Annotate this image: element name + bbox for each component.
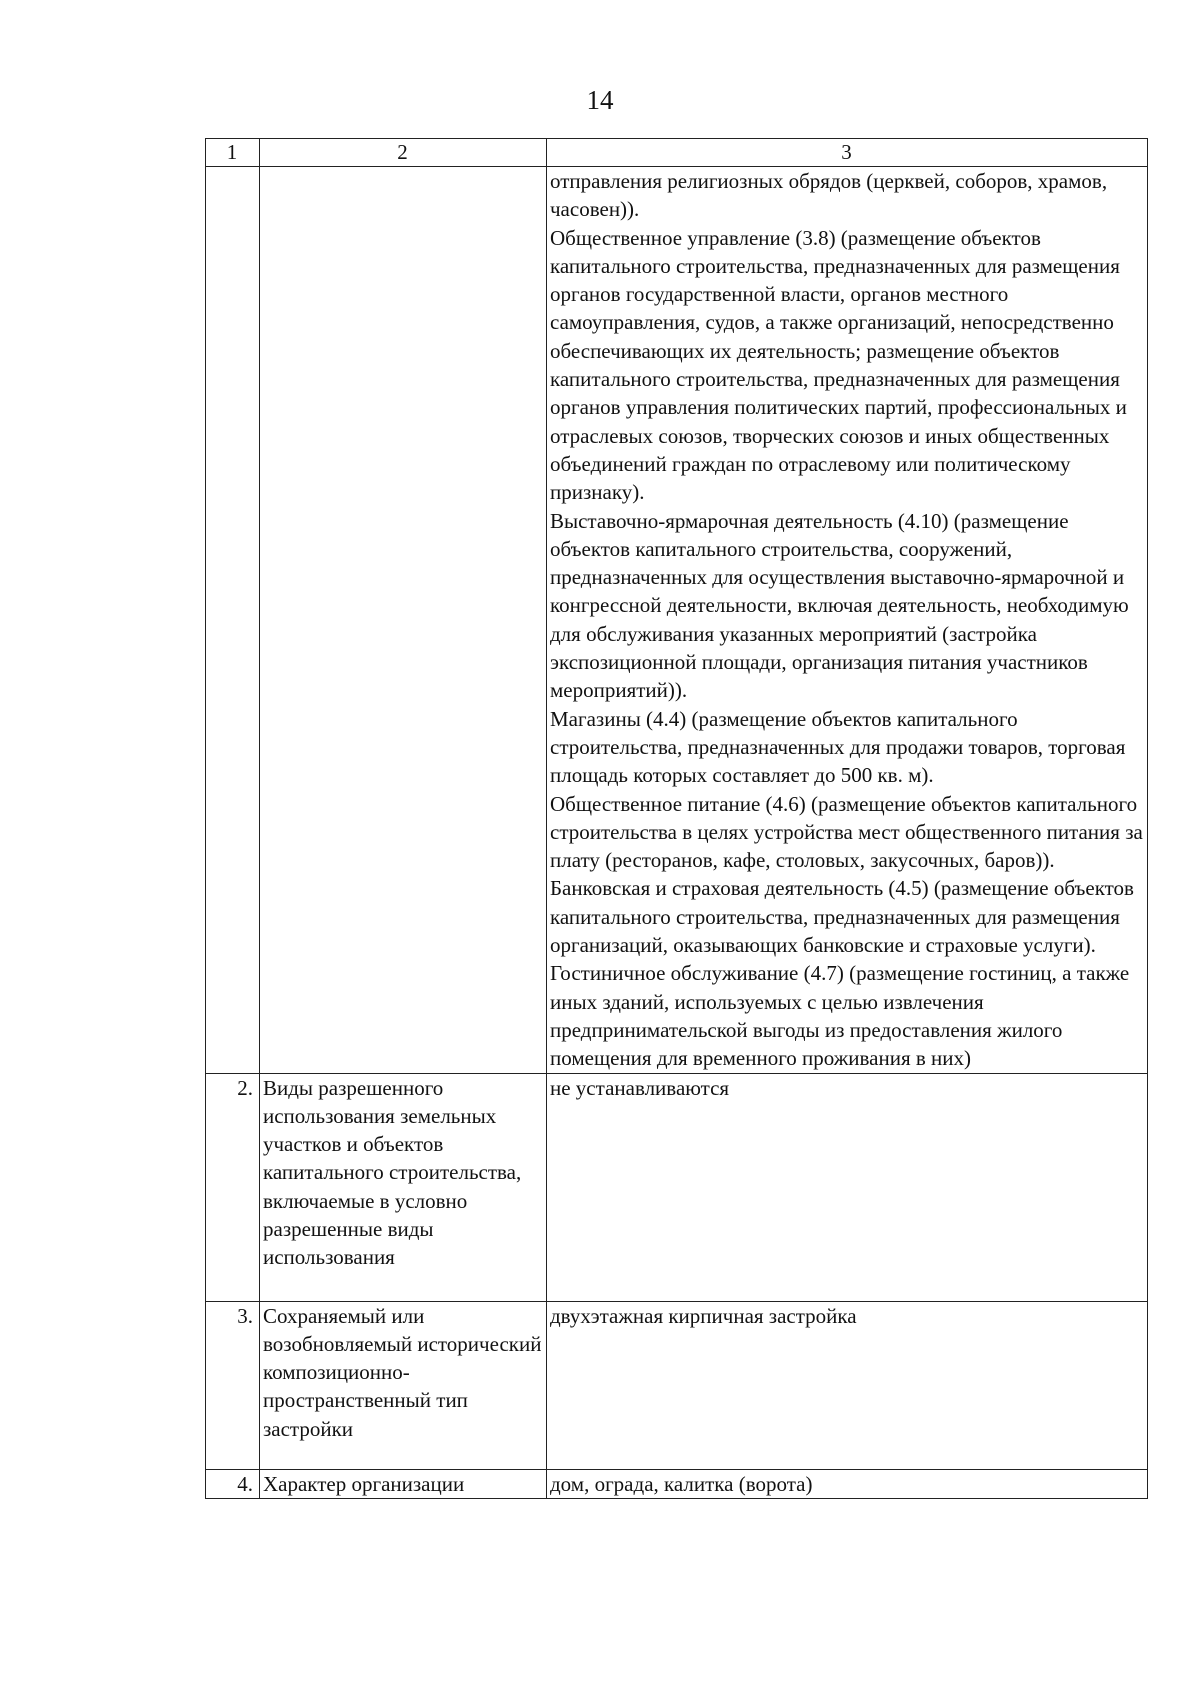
- table-row: [206, 1469, 1148, 1498]
- permitted-use-paragraph: Гостиничное обслуживание (4.7) (размещение гостиниц, а также иных зданий, используемых с целью извлечения предпринимательской выгоды из предоставления жилого помещения для временного проживания в них): [550, 961, 1130, 1071]
- row-number-cell: 4.: [206, 1469, 260, 1498]
- permitted-use-paragraph: отправления религиозных обрядов (церквей, соборов, храмов, часовен)).: [550, 169, 1108, 222]
- header-row: [206, 139, 1148, 167]
- row-value-cell: дом, ограда, калитка (ворота): [547, 1469, 1148, 1498]
- permitted-use-paragraph: Общественное питание (4.6) (размещение объектов капитального строительства в целях устройства мест общественного питания за плату (ресторанов, кафе, столовых, закусочных, баров)).: [550, 791, 1143, 873]
- header-col-3: 3: [547, 139, 1148, 167]
- header-col-1: 1: [206, 139, 260, 167]
- page-number: 14: [586, 85, 614, 115]
- row-name-cell: Виды разрешенного использования земельных участков и объектов капитального строительства, включаемые в условно разрешенные виды использования: [260, 1073, 547, 1301]
- regulations-table: [205, 138, 1148, 1499]
- permitted-use-paragraph: Банковская и страховая деятельность (4.5) (размещение объектов капитального строительства, предназначенных для размещения организаций, оказывающих банковские и страховые услуги).: [550, 876, 1134, 958]
- row-value-cell: [547, 167, 1148, 1074]
- row-number-cell: 2.: [206, 1073, 260, 1301]
- table-header: [206, 139, 1148, 167]
- row-value-cell: не устанавливаются: [547, 1073, 1148, 1301]
- row-number-cell: [206, 167, 260, 1074]
- row-name-cell: [260, 167, 547, 1074]
- table-row: [206, 1301, 1148, 1469]
- row-name-cell: Сохраняемый или возобновляемый исторический композиционно-пространственный тип застройки: [260, 1301, 547, 1469]
- row-value-cell: двухэтажная кирпичная застройка: [547, 1301, 1148, 1469]
- row-name-cell: Характер организации: [260, 1469, 547, 1498]
- permitted-use-paragraph: Магазины (4.4) (размещение объектов капитального строительства, предназначенных для продажи товаров, торговая площадь которых составляет до 500 кв. м).: [550, 706, 1126, 788]
- header-col-2: 2: [260, 139, 547, 167]
- row-number-cell: 3.: [206, 1301, 260, 1469]
- table-row: [206, 1073, 1148, 1301]
- table-body: [206, 167, 1148, 1499]
- permitted-use-paragraph: Выставочно-ярмарочная деятельность (4.10) (размещение объектов капитального строительства, сооружений, предназначенных для осуществления выставочно-ярмарочной и конгрессной деятельности, включая деятельность, необходимую для обслуживания указанных мероприятий (застройка экспозиционной площади, организация питания участников мероприятий)).: [550, 508, 1129, 703]
- table-row-continuation: [206, 167, 1148, 1074]
- permitted-use-paragraph: Общественное управление (3.8) (размещение объектов капитального строительства, предназначенных для размещения органов государственной власти, органов местного самоуправления, судов, а также организаций, непосредственно обеспечивающих их деятельность; размещение объектов капитального строительства, предназначенных для размещения органов управления политических партий, профессиональных и отраслевых союзов, творческих союзов и иных общественных объединений граждан по отраслевому или политическому признаку).: [550, 225, 1127, 505]
